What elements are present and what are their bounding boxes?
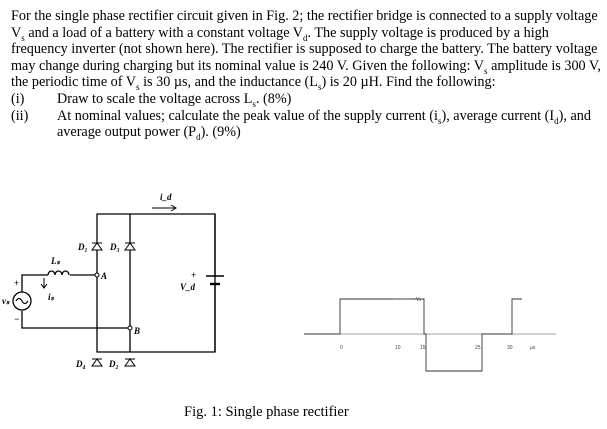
tick-0: 0 [340, 345, 343, 351]
ac-source-icon [13, 292, 31, 310]
question-item-2: (ii) At nominal values; calculate the peak value of the supply current $(i_s)$, average current $(I_d)$, and average output power $(P_d)$. (9%) [11, 107, 591, 142]
rectifier-circuit-diagram [0, 180, 240, 390]
waveform-legend: Vₛ [416, 297, 422, 303]
inductor-ls [48, 271, 69, 275]
question-intro: For the single phase rectifier circuit given in Fig. 2; the rectifier bridge is connected to a supply voltage $V_s$ and a load of a battery with a constant voltage $V_d$. The supply voltage is produced by a high frequency inverter (not shown here). The rectifier is supposed to charge the battery. The battery voltage may change during charging but its nominal value is 240 V. Given the following: $V_s$ amplitude is 300 V, the periodic time of $V_s$ is 30 µs, and the inductance $(L_s)$ is 20 µH. Find the following: [11, 8, 601, 93]
ls-label: Lₛ [51, 256, 60, 266]
tick-unit: µs [530, 345, 536, 351]
diode-d1-icon [92, 243, 102, 250]
tick-30: 30 [507, 345, 513, 351]
node-a-label: A [101, 271, 108, 281]
supply-voltage-waveform [300, 285, 560, 385]
is-label: iₛ [48, 292, 54, 302]
vs-label: vₛ [2, 296, 10, 306]
diode-d4-icon [92, 359, 102, 366]
d4-label: D₄ [76, 359, 86, 369]
d3-label: D₃ [110, 242, 120, 252]
id-label: i_d [160, 192, 172, 202]
vs-plus-label: + [14, 278, 20, 288]
tick-15: 15 [420, 345, 426, 351]
vd-label: V_d [180, 282, 196, 292]
question-text [11, 8, 601, 141]
d1-label: D₁ [78, 242, 88, 252]
vd-plus-label: + [191, 270, 197, 280]
is-current-arrow [41, 278, 47, 288]
d2-label: D₂ [109, 359, 119, 369]
vs-square-wave [304, 299, 522, 371]
diode-d2-icon [125, 359, 135, 366]
tick-10: 10 [395, 345, 401, 351]
figure-caption: Fig. 1: Single phase rectifier [184, 404, 349, 420]
id-current-arrow [152, 205, 176, 211]
vs-minus-label: − [14, 314, 20, 324]
tick-25: 25 [475, 345, 481, 351]
diode-d3-icon [125, 243, 135, 250]
question-item-1: (i) Draw to scale the voltage across $L_s$. (8%) [11, 90, 292, 109]
node-b-label: B [134, 326, 141, 336]
